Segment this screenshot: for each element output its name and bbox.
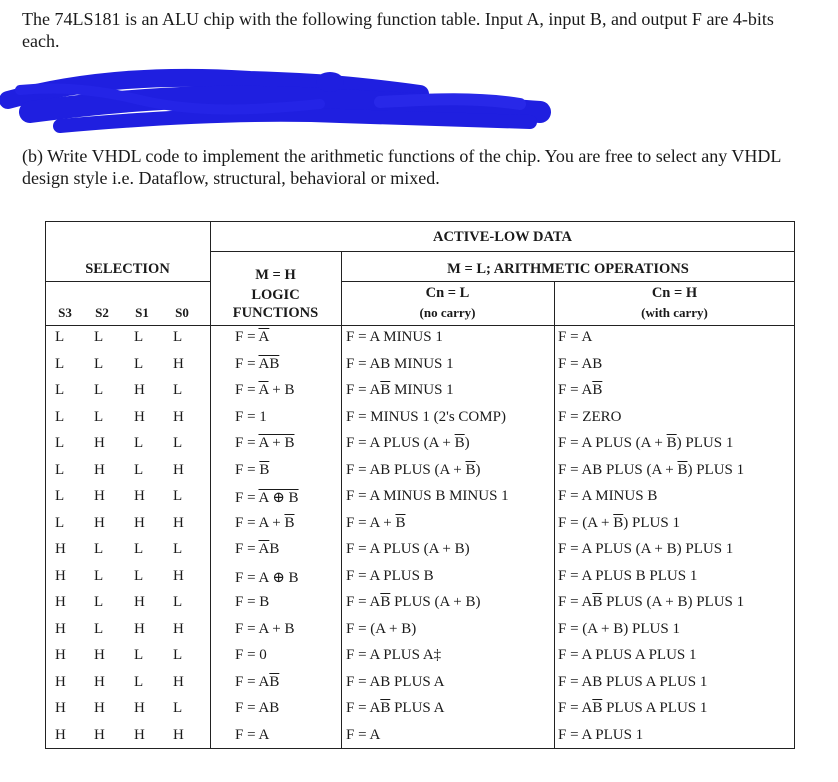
header-arithmetic: M = L; ARITHMETIC OPERATIONS: [447, 261, 689, 277]
table-border-right: [794, 221, 795, 749]
arith-no-carry-cell: F = A PLUS $(A + \overline{B})$: [346, 435, 470, 451]
selection-s3-cell: H: [55, 567, 66, 584]
arith-carry-cell: F = AB PLUS A PLUS 1: [558, 673, 708, 690]
selection-s3-cell: H: [55, 620, 66, 637]
arith-carry-cell: F = A PLUS 1: [558, 726, 644, 743]
table-divider-logic: [341, 251, 342, 749]
arith-no-carry-cell: F = A: [346, 726, 381, 743]
logic-function-cell: F = A ⊕ B: [235, 569, 299, 586]
arith-carry-cell: F = A PLUS $(A + \overline{B})$ PLUS 1: [558, 435, 734, 451]
selection-s2-cell: H: [94, 488, 105, 504]
selection-s2-cell: L: [94, 355, 104, 372]
table-rule-under-selection: [45, 281, 210, 282]
redaction-scribble: [0, 60, 600, 140]
selection-s0-cell: H: [173, 567, 184, 584]
header-s3: S3: [58, 305, 72, 320]
table-rule-under-arith-header: [341, 281, 795, 282]
selection-s1-cell: H: [134, 408, 145, 425]
selection-s0-cell: L: [173, 488, 183, 504]
selection-s2-cell: H: [94, 673, 105, 690]
selection-s1-cell: L: [134, 541, 144, 557]
arith-carry-cell: F = A PLUS B PLUS 1: [558, 567, 698, 584]
header-s1: S1: [135, 305, 149, 320]
arith-no-carry-cell: F = A PLUS A‡: [346, 647, 442, 663]
header-selection: SELECTION: [85, 261, 170, 277]
arith-carry-cell: F = A PLUS (A + B) PLUS 1: [558, 541, 734, 557]
arith-carry-cell: F = AB PLUS $(A + \overline{B})$ PLUS 1: [558, 461, 745, 478]
header-s2: S2: [95, 305, 109, 320]
table-divider-selection: [210, 221, 211, 749]
selection-s0-cell: L: [173, 435, 183, 451]
selection-s3-cell: H: [55, 726, 66, 743]
table-divider-carry: [554, 281, 555, 749]
selection-s0-cell: L: [173, 541, 183, 557]
table-border-bottom: [45, 748, 795, 749]
arith-no-carry-cell: F = A MINUS 1: [346, 329, 443, 345]
selection-s3-cell: H: [55, 647, 66, 663]
selection-s1-cell: L: [134, 647, 144, 663]
arith-carry-cell: F = ZERO: [558, 408, 622, 425]
logic-function-cell: F = AB: [235, 700, 280, 716]
selection-s2-cell: H: [94, 435, 105, 451]
logic-function-cell: F = B: [235, 594, 270, 610]
selection-s0-cell: H: [173, 620, 184, 637]
selection-s1-cell: L: [134, 673, 144, 690]
logic-function-cell: $F = \overline{AB}$: [235, 355, 280, 372]
table-border-top: [45, 221, 795, 222]
selection-s0-cell: L: [173, 329, 183, 345]
selection-s0-cell: L: [173, 700, 183, 716]
header-carry-sub: (with carry): [641, 305, 708, 320]
selection-s0-cell: H: [173, 461, 184, 478]
arith-no-carry-cell: $F = A + \overline{B}$: [346, 514, 406, 531]
selection-s1-cell: H: [134, 620, 145, 637]
logic-function-cell: $F = A + \overline{B}$: [235, 514, 295, 531]
selection-s1-cell: L: [134, 355, 144, 372]
arith-carry-cell: F = AB: [558, 355, 603, 372]
selection-s3-cell: L: [55, 488, 65, 504]
selection-s2-cell: L: [94, 382, 104, 398]
selection-s1-cell: H: [134, 488, 145, 504]
selection-s0-cell: L: [173, 594, 183, 610]
selection-s2-cell: L: [94, 329, 104, 345]
logic-function-cell: F = A + B: [235, 620, 295, 637]
logic-function-cell: $F = \overline{A}B$: [235, 541, 280, 557]
selection-s2-cell: H: [94, 514, 105, 531]
selection-s3-cell: H: [55, 673, 66, 690]
selection-s2-cell: L: [94, 567, 104, 584]
selection-s1-cell: H: [134, 514, 145, 531]
header-logic-m: M = H: [255, 267, 296, 283]
selection-s1-cell: L: [134, 461, 144, 478]
selection-s3-cell: H: [55, 541, 66, 557]
selection-s3-cell: L: [55, 408, 65, 425]
arith-no-carry-cell: F = A PLUS (A + B): [346, 541, 470, 557]
part-b-paragraph: (b) Write VHDL code to implement the arithmetic functions of the chip. You are free to select any VHDL design style i.e. Dataflow, structural, behavioral or mixed.: [22, 146, 781, 188]
arith-carry-cell: $F = A\overline{B}$ PLUS A PLUS 1: [558, 700, 708, 716]
header-no-carry-sub: (no carry): [419, 305, 476, 320]
arith-carry-cell: $F = A\overline{B}$: [558, 382, 603, 398]
header-carry: Cn = H: [651, 285, 698, 301]
arith-carry-cell: F = A PLUS A PLUS 1: [558, 647, 697, 663]
selection-s2-cell: H: [94, 700, 105, 716]
intro-paragraph: The 74LS181 is an ALU chip with the following function table. Input A, input B, and output F are 4-bits each.: [22, 9, 774, 51]
selection-s1-cell: L: [134, 435, 144, 451]
selection-s2-cell: H: [94, 461, 105, 478]
selection-s3-cell: L: [55, 461, 65, 478]
selection-s3-cell: H: [55, 700, 66, 716]
arith-carry-cell: $F = A\overline{B}$ PLUS (A + B) PLUS 1: [558, 594, 745, 610]
logic-function-cell: $F = \overline{A} + B$: [235, 382, 295, 398]
header-active-low-data: ACTIVE-LOW DATA: [433, 229, 572, 245]
arith-no-carry-cell: $F = A\overline{B}$ MINUS 1: [346, 382, 454, 398]
logic-function-cell: $F = \overline{A}$: [235, 329, 270, 345]
selection-s2-cell: H: [94, 647, 105, 663]
arith-carry-cell: $F = (A + \overline{B})$ PLUS 1: [558, 514, 680, 531]
selection-s0-cell: H: [173, 408, 184, 425]
logic-function-cell: $F = \overline{B}$: [235, 461, 270, 478]
selection-s1-cell: H: [134, 594, 145, 610]
logic-function-cell: F = 1: [235, 408, 267, 425]
selection-s2-cell: H: [94, 726, 105, 743]
selection-s0-cell: H: [173, 726, 184, 743]
arith-no-carry-cell: $F = A\overline{B}$ PLUS (A + B): [346, 594, 481, 610]
function-table: [45, 221, 795, 749]
selection-s1-cell: H: [134, 382, 145, 398]
selection-s3-cell: L: [55, 355, 65, 372]
header-logic-label: LOGIC: [251, 287, 300, 303]
selection-s1-cell: L: [134, 567, 144, 584]
selection-s2-cell: L: [94, 594, 104, 610]
logic-function-cell: F = 0: [235, 647, 267, 663]
arith-carry-cell: F = (A + B) PLUS 1: [558, 620, 680, 637]
table-rule-under-active-low: [210, 251, 795, 252]
header-no-carry: Cn = L: [425, 285, 470, 301]
logic-function-cell: F = A: [235, 726, 270, 743]
selection-s3-cell: L: [55, 382, 65, 398]
header-logic-functions: FUNCTIONS: [232, 305, 319, 321]
selection-s1-cell: L: [134, 329, 144, 345]
selection-s3-cell: H: [55, 594, 66, 610]
arith-carry-cell: F = A MINUS B: [558, 488, 658, 504]
arith-no-carry-cell: F = (A + B): [346, 620, 417, 637]
header-s0: S0: [175, 305, 189, 320]
selection-s0-cell: L: [173, 647, 183, 663]
arith-no-carry-cell: F = AB PLUS $(A + \overline{B})$: [346, 461, 481, 478]
logic-function-cell: F = A ⊕ B: [235, 490, 299, 506]
selection-s0-cell: H: [173, 673, 184, 690]
arith-no-carry-cell: F = AB PLUS A: [346, 673, 445, 690]
selection-s0-cell: L: [173, 382, 183, 398]
logic-function-cell: $F = A\overline{B}$: [235, 673, 280, 690]
logic-function-cell: F = A + B: [235, 435, 295, 451]
table-border-left: [45, 221, 46, 749]
selection-s1-cell: H: [134, 726, 145, 743]
selection-s3-cell: L: [55, 514, 65, 531]
selection-s2-cell: L: [94, 541, 104, 557]
arith-no-carry-cell: F = AB MINUS 1: [346, 355, 454, 372]
selection-s1-cell: H: [134, 700, 145, 716]
table-rule-under-headers: [45, 325, 795, 326]
arith-no-carry-cell: F = MINUS 1 (2's COMP): [346, 408, 506, 425]
selection-s3-cell: L: [55, 435, 65, 451]
arith-no-carry-cell: $F = A\overline{B}$ PLUS A: [346, 700, 445, 716]
selection-s0-cell: H: [173, 514, 184, 531]
arith-carry-cell: F = A: [558, 329, 593, 345]
selection-s3-cell: L: [55, 329, 65, 345]
selection-s0-cell: H: [173, 355, 184, 372]
selection-s2-cell: L: [94, 620, 104, 637]
arith-no-carry-cell: F = A MINUS B MINUS 1: [346, 488, 509, 504]
arith-no-carry-cell: F = A PLUS B: [346, 567, 434, 584]
selection-s2-cell: L: [94, 408, 104, 425]
